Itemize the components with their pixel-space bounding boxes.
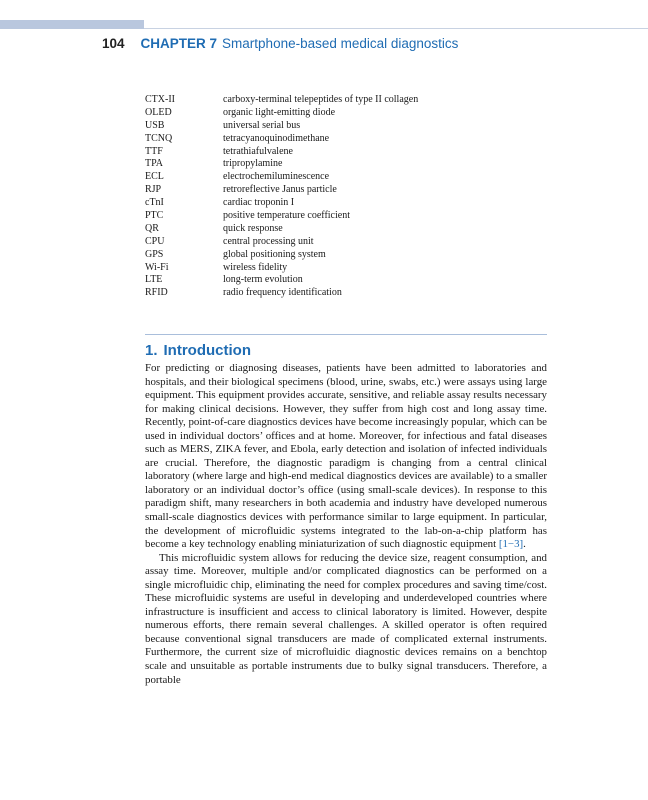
abbreviation-term: TCNQ <box>145 132 173 144</box>
abbreviation-row <box>145 133 545 146</box>
abbreviation-definition: radio frequency identification <box>223 287 342 299</box>
abbreviation-row <box>145 107 545 120</box>
abbreviation-row <box>145 94 545 107</box>
abbreviation-row <box>145 274 545 287</box>
abbreviation-row <box>145 236 545 249</box>
abbreviation-row <box>145 249 545 262</box>
abbreviation-row <box>145 210 545 223</box>
abbreviation-row <box>145 197 545 210</box>
abbreviation-term: CPU <box>145 235 165 247</box>
abbreviation-list <box>145 94 545 300</box>
abbreviation-definition: long-term evolution <box>223 274 303 286</box>
abbreviation-definition: tetracyanoquinodimethane <box>223 132 330 144</box>
abbreviation-definition: wireless fidelity <box>223 261 288 273</box>
abbreviation-definition: carboxy-terminal telepeptides of type II collagen <box>223 94 419 105</box>
chapter-title: Smartphone-based medical diagnostics <box>222 36 459 51</box>
abbreviation-definition: quick response <box>223 222 283 234</box>
abbreviation-term: GPS <box>145 248 164 260</box>
abbreviation-row <box>145 262 545 275</box>
abbreviation-row <box>145 146 545 159</box>
header-accent-bar <box>0 20 144 29</box>
abbreviation-definition: retroreflective Janus particle <box>223 184 337 196</box>
abbreviation-term: LTE <box>145 274 163 286</box>
header-rule <box>144 28 648 29</box>
abbreviation-definition: central processing unit <box>223 235 314 247</box>
paragraph-1-text: For predicting or diagnosing diseases, patients have been admitted to laboratories and hospitals, and their biological specimens (blood, urine, swabs, etc.) were assays using large equipment. This equipment provides accurate, sensitive, and reliable assay results necessary for making clinical decisions. However, they suffer from high cost and long assay time. Recently, point-of-care diagnostics devices have become increasingly popular, which can be used in individual doctors’ offices and at home. Moreover, for infectious and fatal diseases such as MERS, ZIKA fever, and Ebola, early detection and isolation of infected individuals are crucial. Therefore, the diagnostic paradigm is changing from a central clinical laboratory (where large and high-end medical diagnostics devices are available) to a smaller laboratory or an individual doctor’s office (using small-scale devices). In response to this paradigm shift, many researchers in both academia and industry have developed numerous small-scale diagnostics devices with performance similar to large equipment. In particular, the development of microfluidic systems integrated to the lab-on-a-chip platform has become a key technology enabling miniaturization of such diagnostic equipment <box>145 362 547 551</box>
abbreviation-term: Wi-Fi <box>145 261 169 273</box>
abbreviation-term: USB <box>145 119 165 131</box>
abbreviation-row <box>145 223 545 236</box>
section-title: Introduction <box>163 342 251 359</box>
abbreviation-term: TTF <box>145 145 163 157</box>
abbreviation-term: QR <box>145 222 159 234</box>
abbreviation-term: ECL <box>145 171 164 183</box>
abbreviation-term: OLED <box>145 106 172 118</box>
abbreviation-definition: tripropylamine <box>223 158 283 170</box>
page-number: 104 <box>102 36 125 51</box>
paragraph-2: This microfluidic system allows for reducing the device size, reagent consumption, and assay time. Moreover, multiple and/or complicated diagnostics can be performed on a single microfluidic chip, eliminating the need for complex procedures and saving time/cost. These microfluidic systems are useful in developing and underdeveloped countries where infrastructure is insufficient and access to clinical laboratory is limited. However, despite numerous efforts, there remain several challenges. A skilled operator is often required because conventional signal transducers are made of complicated external instruments. Furthermore, the current size of microfluidic diagnostic devices remains on a benchtop scale and unsuitable as portable instruments due to bulky signal transducers. Therefore, a portable <box>145 551 547 686</box>
abbreviation-definition: positive temperature coefficient <box>223 210 350 222</box>
abbreviation-definition: organic light-emitting diode <box>223 106 336 118</box>
abbreviation-row <box>145 184 545 197</box>
abbreviation-definition: electrochemiluminescence <box>223 171 330 183</box>
abbreviation-row <box>145 171 545 184</box>
abbreviation-row <box>145 158 545 171</box>
section-number: 1. <box>145 342 158 359</box>
abbreviation-term: TPA <box>145 158 163 170</box>
abbreviation-term: CTX-II <box>145 94 175 105</box>
paragraph-1 <box>145 362 547 552</box>
citation-link[interactable]: [1−3] <box>498 538 524 551</box>
abbreviation-term: RFID <box>145 287 168 299</box>
abbreviation-definition: tetrathiafulvalene <box>223 145 293 157</box>
running-head <box>102 35 458 53</box>
paragraph-1-end: . <box>523 538 526 551</box>
abbreviation-definition: cardiac troponin I <box>223 197 295 209</box>
abbreviation-term: RJP <box>145 184 162 196</box>
abbreviation-term: cTnI <box>145 197 164 209</box>
section-body <box>145 362 547 687</box>
abbreviation-definition: universal serial bus <box>223 119 301 131</box>
abbreviation-row <box>145 287 545 300</box>
abbreviation-term: PTC <box>145 210 164 222</box>
chapter-label: CHAPTER 7 <box>140 36 218 51</box>
abbreviation-row <box>145 120 545 133</box>
section-heading <box>145 341 251 361</box>
abbreviation-definition: global positioning system <box>223 248 326 260</box>
section-divider <box>145 334 547 335</box>
